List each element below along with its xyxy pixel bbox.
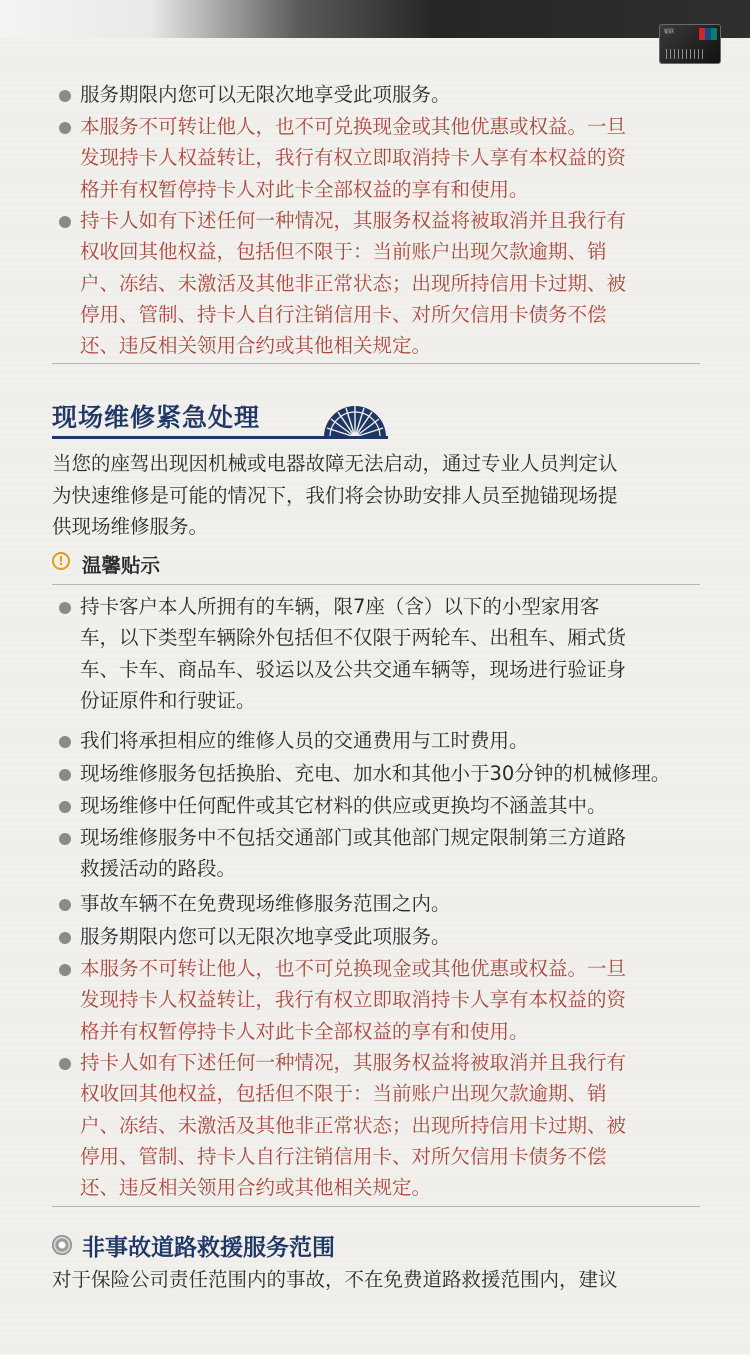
bullet-icon [59,90,71,102]
bullet-icon [59,964,71,976]
circle-bullet-icon [52,1235,72,1255]
list-item [52,953,702,1047]
list-item [52,111,702,205]
list-item [52,1047,702,1203]
list-item [52,921,702,952]
list-item [52,822,702,885]
list-item-text: 事故车辆不在免费现场维修服务范围之内。 [80,892,451,915]
bullet-icon [59,602,71,614]
subsection-title: 非事故道路救援服务范围 [82,1235,335,1261]
list-item [52,205,702,361]
list-item-text: 服务期限内您可以无限次地享受此项服务。 [80,925,451,948]
exclamation-icon: ! [52,552,70,570]
top-banner [0,0,750,38]
section-title-underline [52,436,388,439]
list-item [52,79,702,110]
list-item-text: 现场维修服务包括换胎、充电、加水和其他小于30分钟的机械修理。 [80,762,671,785]
unionpay-logo-icon [699,28,717,40]
list-item-text: 服务期限内您可以无限次地享受此项服务。 [80,83,451,106]
divider [52,363,700,364]
list-item-text: 本服务不可转让他人，也不可兑换现金或其他优惠或权益。一旦 发现持卡人权益转让，我行有权立即取消持卡人享有本权益的资 格并有权暂停持卡人对此卡全部权益的享有和使用。 [80,115,627,201]
card-pattern [666,49,706,59]
section-intro: 当您的座驾出现因机械或电器故障无法启动，通过专业人员判定认 为快速维修是可能的情况下，我们将会协助安排人员至抛锚现场提 供现场维修服务。 [52,452,618,538]
card-label: 银联 [664,29,675,35]
tip-label: 温馨贴示 [82,554,161,577]
list-item [52,790,702,821]
list-item [52,758,702,789]
list-item [52,591,702,716]
bullet-icon [59,216,71,228]
section-title: 现场维修紧急处理 [52,403,261,432]
bullet-icon [59,1058,71,1070]
credit-card-thumbnail [659,24,721,64]
divider [52,584,700,585]
list-item-text: 持卡人如有下述任何一种情况，其服务权益将被取消并且我行有 权收回其他权益，包括但不限于：当前账户出现欠款逾期、销 户、冻结、未激活及其他非正常状态；出现所持信用卡过期、被 停用、管制、持卡人自行注销信用卡、对所欠信用卡债务不偿 还、违反相关领用合约或其他相关规定。 [80,1051,627,1200]
bullet-icon [59,736,71,748]
bullet-icon [59,769,71,781]
list-item [52,888,702,919]
list-item-text: 本服务不可转让他人，也不可兑换现金或其他优惠或权益。一旦 发现持卡人权益转让，我行有权立即取消持卡人享有本权益的资 格并有权暂停持卡人对此卡全部权益的享有和使用。 [80,957,627,1043]
section-intro: 对于保险公司责任范围内的事故，不在免费道路救援范围内，建议 [52,1268,618,1291]
list-item-text: 我们将承担相应的维修人员的交通费用与工时费用。 [80,729,529,752]
list-item-text: 现场维修服务中不包括交通部门或其他部门规定限制第三方道路 救援活动的路段。 [80,826,627,881]
list-item-text: 现场维修中任何配件或其它材料的供应或更换均不涵盖其中。 [80,794,607,817]
bullet-icon [59,932,71,944]
bullet-icon [59,122,71,134]
list-item-text: 持卡客户本人所拥有的车辆，限7座（含）以下的小型家用客 车，以下类型车辆除外包括但不仅限于两轮车、出租车、厢式货 车、卡车、商品车、驳运以及公共交通车辆等，现场进行验证身 份证原件和行驶证。 [80,595,627,712]
list-item [52,725,702,756]
bullet-icon [59,833,71,845]
bullet-icon [59,899,71,911]
divider [52,1206,700,1207]
list-item-text: 持卡人如有下述任何一种情况，其服务权益将被取消并且我行有 权收回其他权益，包括但不限于：当前账户出现欠款逾期、销 户、冻结、未激活及其他非正常状态；出现所持信用卡过期、被 停用、管制、持卡人自行注销信用卡、对所欠信用卡债务不偿 还、违反相关领用合约或其他相关规定。 [80,209,627,358]
bullet-icon [59,801,71,813]
fan-ornament-icon [322,404,388,438]
